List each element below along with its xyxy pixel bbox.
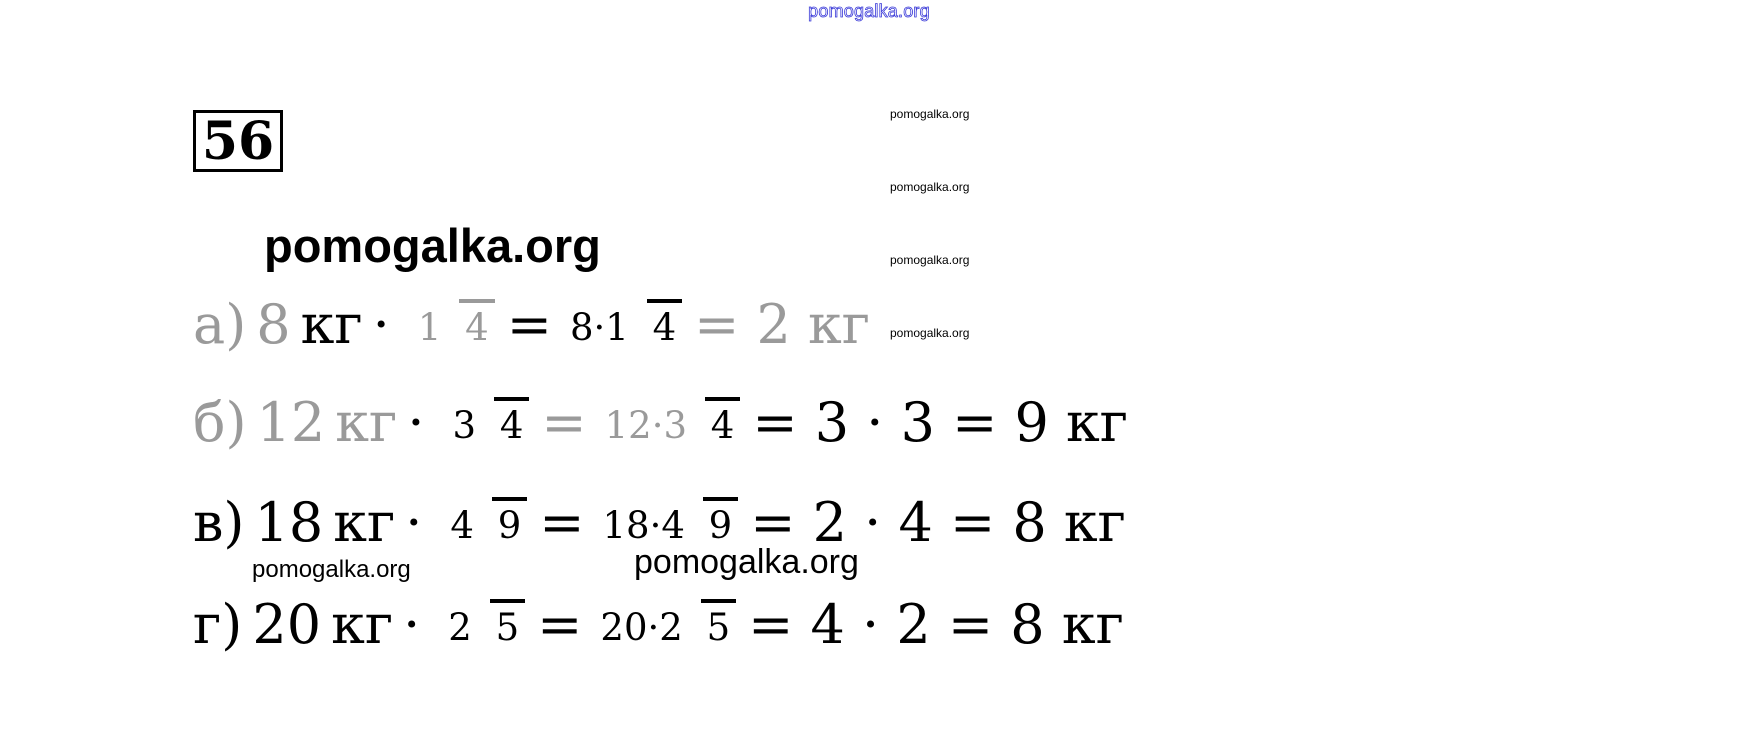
equation-row-b bbox=[193, 368, 1129, 478]
fraction-factor bbox=[442, 599, 525, 652]
fraction-numerator: 1 bbox=[417, 305, 442, 349]
row-equals: = bbox=[537, 593, 583, 656]
fraction-product bbox=[564, 299, 682, 352]
watermark-side-4: pomogalka.org bbox=[890, 326, 970, 340]
watermark-side-3: pomogalka.org bbox=[890, 253, 970, 267]
watermark-mid-left: pomogalka.org bbox=[252, 556, 411, 583]
row-multiply: · bbox=[403, 593, 421, 656]
row-value: 20 bbox=[252, 593, 322, 656]
row-result: = 2 · 4 = 8 кг bbox=[750, 491, 1126, 554]
watermark-side-2: pomogalka.org bbox=[890, 180, 970, 194]
row-result: = 2 кг bbox=[694, 293, 871, 356]
fraction-numerator: 18·4 bbox=[602, 503, 685, 547]
row-label: г) bbox=[193, 593, 243, 656]
row-unit: кг bbox=[335, 391, 398, 454]
row-value: 8 bbox=[256, 293, 291, 356]
row-unit: кг bbox=[331, 593, 394, 656]
row-value: 18 bbox=[254, 491, 324, 554]
watermark-side-1: pomogalka.org bbox=[890, 107, 970, 121]
watermark-top: pomogalka.org bbox=[808, 1, 930, 21]
row-result: = 4 · 2 = 8 кг bbox=[748, 593, 1124, 656]
row-value: 12 bbox=[256, 391, 326, 454]
row-multiply: · bbox=[407, 391, 425, 454]
fraction-denominator: 5 bbox=[701, 599, 737, 646]
fraction-denominator: 4 bbox=[494, 397, 530, 444]
fraction-denominator: 4 bbox=[647, 299, 683, 346]
fraction-numerator: 4 bbox=[450, 503, 474, 547]
row-equals: = bbox=[541, 391, 587, 454]
row-equals: = bbox=[539, 491, 585, 554]
equation-row-a bbox=[193, 270, 983, 380]
row-unit: кг bbox=[333, 491, 396, 554]
watermark-mid-right: pomogalka.org bbox=[634, 543, 859, 581]
fraction-factor bbox=[412, 299, 495, 352]
fraction-product bbox=[597, 497, 739, 550]
fraction-numerator: 2 bbox=[448, 605, 472, 649]
fraction-denominator: 4 bbox=[459, 299, 495, 346]
row-equals: = bbox=[506, 293, 552, 356]
fraction-product bbox=[594, 599, 736, 652]
fraction-numerator: 20·2 bbox=[600, 605, 683, 649]
fraction-product bbox=[599, 397, 741, 450]
row-multiply: · bbox=[372, 293, 390, 356]
watermark-large: pomogalka.org bbox=[264, 219, 601, 272]
fraction-denominator: 5 bbox=[490, 599, 526, 646]
fraction-factor bbox=[444, 497, 527, 550]
fraction-numerator: 12·3 bbox=[604, 403, 688, 447]
fraction-factor bbox=[447, 397, 530, 450]
problem-number: 56 bbox=[193, 110, 283, 172]
fraction-denominator: 9 bbox=[703, 497, 739, 544]
row-result: = 3 · 3 = 9 кг bbox=[752, 391, 1129, 454]
row-label: а) bbox=[193, 293, 247, 356]
equation-row-g bbox=[193, 570, 1124, 680]
fraction-numerator: 3 bbox=[452, 403, 477, 447]
row-unit: кг bbox=[300, 293, 363, 356]
row-label: б) bbox=[193, 391, 247, 454]
row-label: в) bbox=[193, 491, 245, 554]
fraction-denominator: 9 bbox=[492, 497, 528, 544]
fraction-numerator: 8·1 bbox=[569, 305, 629, 349]
row-multiply: · bbox=[405, 491, 423, 554]
fraction-denominator: 4 bbox=[705, 397, 741, 444]
